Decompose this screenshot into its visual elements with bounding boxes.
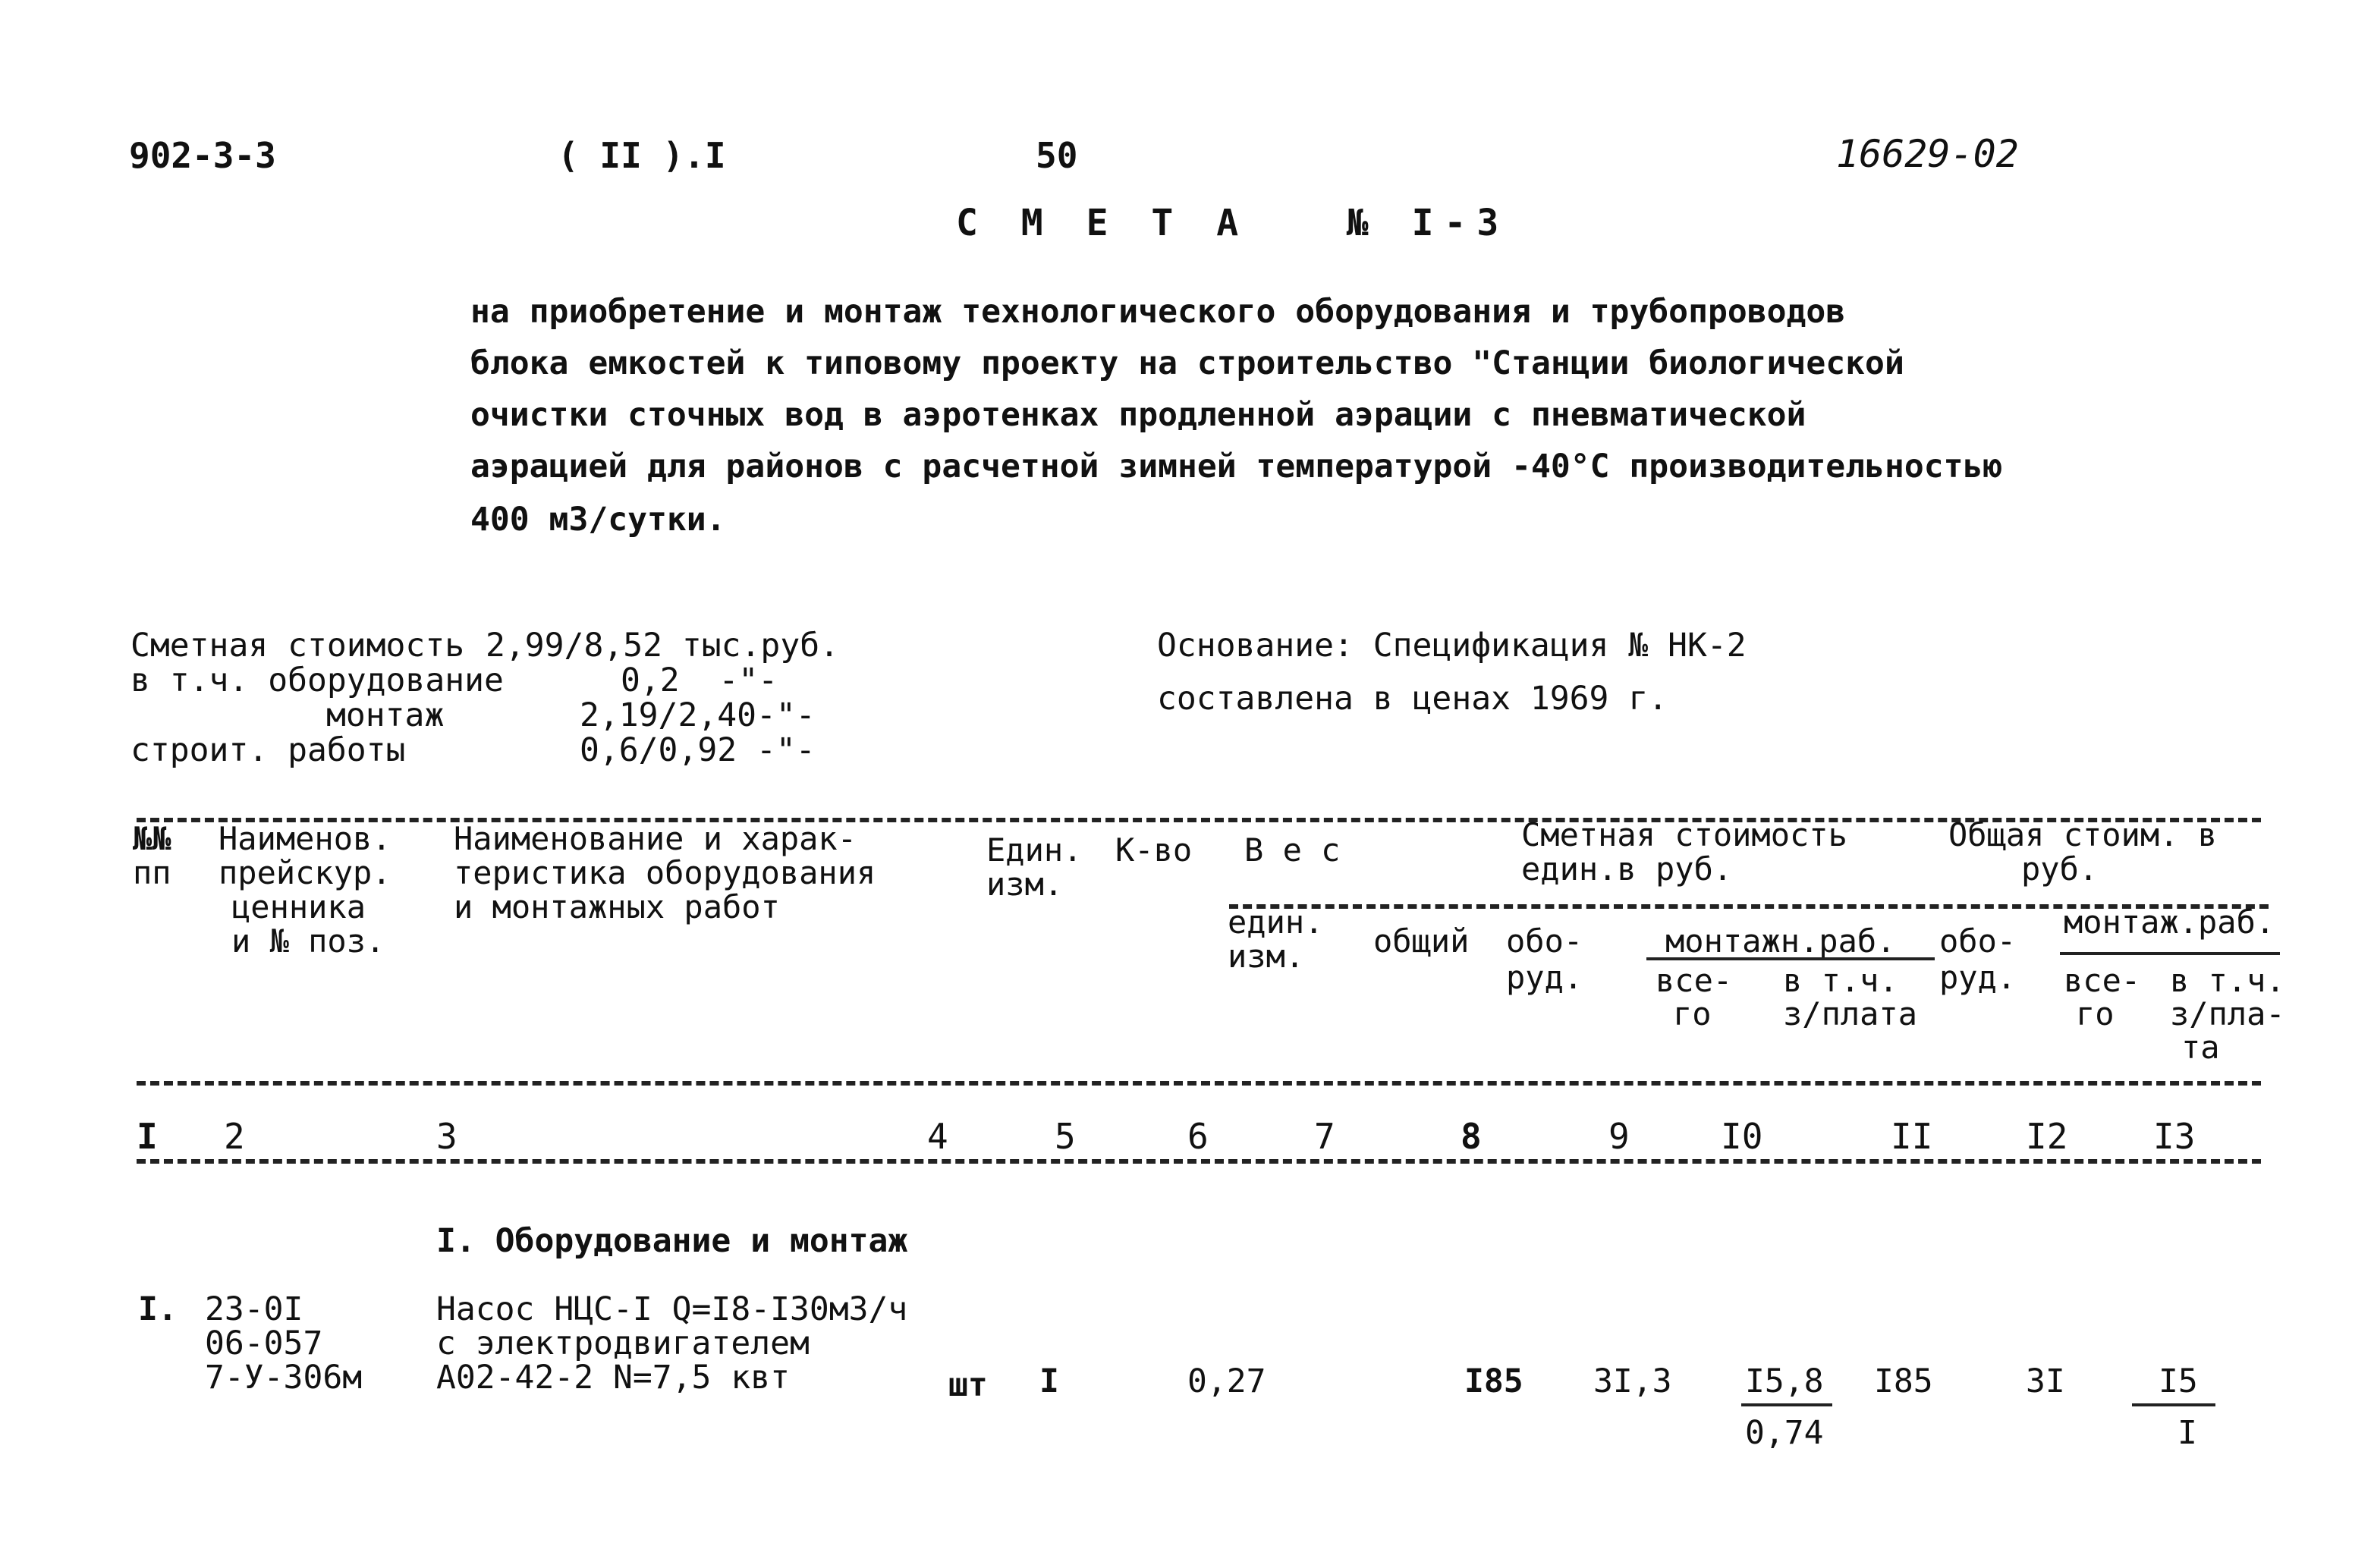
column-number: 5 <box>1055 1116 1076 1157</box>
row-unit: шт <box>948 1366 988 1404</box>
column-number: I <box>137 1116 158 1157</box>
description-line: блока емкостей к типовому проекту на строительство "Станции биологической <box>470 344 1904 382</box>
row-name: Насос НЦС-I Q=I8-I30м3/ч <box>436 1290 908 1328</box>
row-equip-unit: I85 <box>1464 1362 1523 1400</box>
column-number: I3 <box>2153 1116 2196 1157</box>
col-equip-header: обо- <box>1506 922 1583 960</box>
col-mount-wage-header: з/плата <box>1783 995 1918 1032</box>
column-number: 6 <box>1187 1116 1209 1157</box>
column-number: 3 <box>436 1116 458 1157</box>
unit-cost-header: Сметная стоимость <box>1521 816 1847 853</box>
unit-cost-header: един.в руб. <box>1521 850 1733 888</box>
column-number: I0 <box>1721 1116 1763 1157</box>
column-number: 2 <box>224 1116 245 1157</box>
col-equip2-header: обо- <box>1939 922 2017 960</box>
row-code: 06-057 <box>205 1324 323 1362</box>
row-code: 23-0I <box>205 1290 303 1328</box>
col-unit-header: изм. <box>986 866 1064 903</box>
mount-work-header: монтажн.раб. <box>1665 922 1896 960</box>
description-line: аэрацией для районов с расчетной зимней температурой -40°C производительностью <box>470 448 2003 485</box>
col-code-header: ценника <box>231 888 366 925</box>
column-number: II <box>1891 1116 1933 1157</box>
total-cost-header: Общая стоим. в <box>1948 816 2218 853</box>
col-equip-header: руд. <box>1506 959 1583 996</box>
mount-value: 2,19/2,40-"- <box>580 696 816 734</box>
mount-work-rule <box>1646 957 1935 960</box>
col-mount-total-header: го <box>1673 995 1712 1032</box>
column-number: 9 <box>1608 1116 1630 1157</box>
col-mount-total-header: все- <box>1656 962 1733 999</box>
col-weight-unit-header: изм. <box>1228 938 1305 975</box>
column-numbers-rule <box>137 1159 2261 1164</box>
row-mount-unit-wage: I5,8 <box>1745 1362 1824 1400</box>
row-mount-total-wage-rule <box>2132 1403 2215 1406</box>
mount2-rule <box>2060 952 2280 955</box>
col-code-header: и № поз. <box>231 922 385 960</box>
column-number: 4 <box>927 1116 948 1157</box>
row-name: с электродвигателем <box>436 1324 810 1362</box>
row-weight-unit: 0,27 <box>1187 1362 1266 1400</box>
description-line: на приобретение и монтаж технологического оборудования и трубопроводов <box>470 293 1846 331</box>
col-mount2-wage-header: в т.ч. <box>2170 962 2285 999</box>
description-line: 400 м3/сутки. <box>470 501 726 539</box>
mount2-header: монтаж.раб. <box>2064 903 2275 941</box>
series-code: 902-3-3 <box>129 135 276 176</box>
cost-value: 2,99/8,52 тыс.руб. <box>486 627 839 665</box>
col-num-header-2: пп <box>133 854 171 891</box>
row-name: А02-42-2 N=7,5 квт <box>436 1359 790 1397</box>
equipment-label: в т.ч. оборудование <box>130 661 504 699</box>
col-mount-wage-header: в т.ч. <box>1783 962 1898 999</box>
section-title: I. Оборудование и монтаж <box>436 1222 908 1260</box>
col-mount2-wage-header: з/пла- <box>2170 995 2285 1032</box>
col-qty-header: К-во <box>1115 831 1193 869</box>
row-mount-unit-wage-rule <box>1741 1403 1832 1406</box>
header-bottom-rule <box>137 1081 2261 1086</box>
page-number: 50 <box>1036 135 1078 176</box>
column-number: 7 <box>1314 1116 1335 1157</box>
col-code-header: Наименов. <box>219 820 391 857</box>
column-number: 8 <box>1461 1116 1482 1157</box>
col-unit-header: Един. <box>986 831 1083 869</box>
col-name-header: Наименование и харак- <box>454 820 857 857</box>
page-title: С М Е Т А № I-3 <box>956 202 1510 244</box>
col-name-header: и монтажных работ <box>454 888 780 925</box>
col-code-header: прейскур. <box>219 854 391 891</box>
row-code: 7-У-306м <box>205 1359 363 1397</box>
mount-label: монтаж <box>326 696 445 734</box>
row-mount-total-wage: I5 <box>2159 1362 2198 1400</box>
col-weight-total-header: общий <box>1373 922 1470 960</box>
row-equip-total: I85 <box>1874 1362 1933 1400</box>
col-mount2-wage-header: та <box>2181 1029 2220 1066</box>
cost-label: Сметная стоимость <box>130 627 465 665</box>
col-mount2-total-header: все- <box>2064 962 2141 999</box>
album-number: ( II ).I <box>558 135 726 176</box>
col-name-header: теристика оборудования <box>454 854 876 891</box>
equipment-value: 0,2 -"- <box>621 661 778 699</box>
document-number: 16629-02 <box>1836 132 2019 176</box>
col-weight-unit-header: един. <box>1228 903 1324 941</box>
col-num-header: №№ <box>133 820 171 857</box>
description-line: очистки сточных вод в аэротенках продленной аэрации с пневматической <box>470 396 1806 434</box>
col-mount2-total-header: го <box>2076 995 2115 1032</box>
column-number: I2 <box>2026 1116 2068 1157</box>
row-mount-unit-wage-sub: 0,74 <box>1745 1414 1824 1452</box>
total-cost-header: руб. <box>2021 850 2099 888</box>
basis-line-2: составлена в ценах 1969 г. <box>1157 680 1668 718</box>
col-weight-header: В е с <box>1244 831 1341 869</box>
row-number: I. <box>138 1290 178 1328</box>
construction-label: строит. работы <box>130 731 406 769</box>
basis-line-1: Основание: Спецификация № НК-2 <box>1157 627 1747 665</box>
construction-value: 0,6/0,92 -"- <box>580 731 816 769</box>
row-qty: I <box>1039 1362 1059 1400</box>
row-mount-unit-total: 3I,3 <box>1593 1362 1672 1400</box>
row-mount-total-wage-sub: I <box>2177 1414 2197 1452</box>
col-equip2-header: руд. <box>1939 959 2017 996</box>
row-mount-total: 3I <box>2026 1362 2065 1400</box>
